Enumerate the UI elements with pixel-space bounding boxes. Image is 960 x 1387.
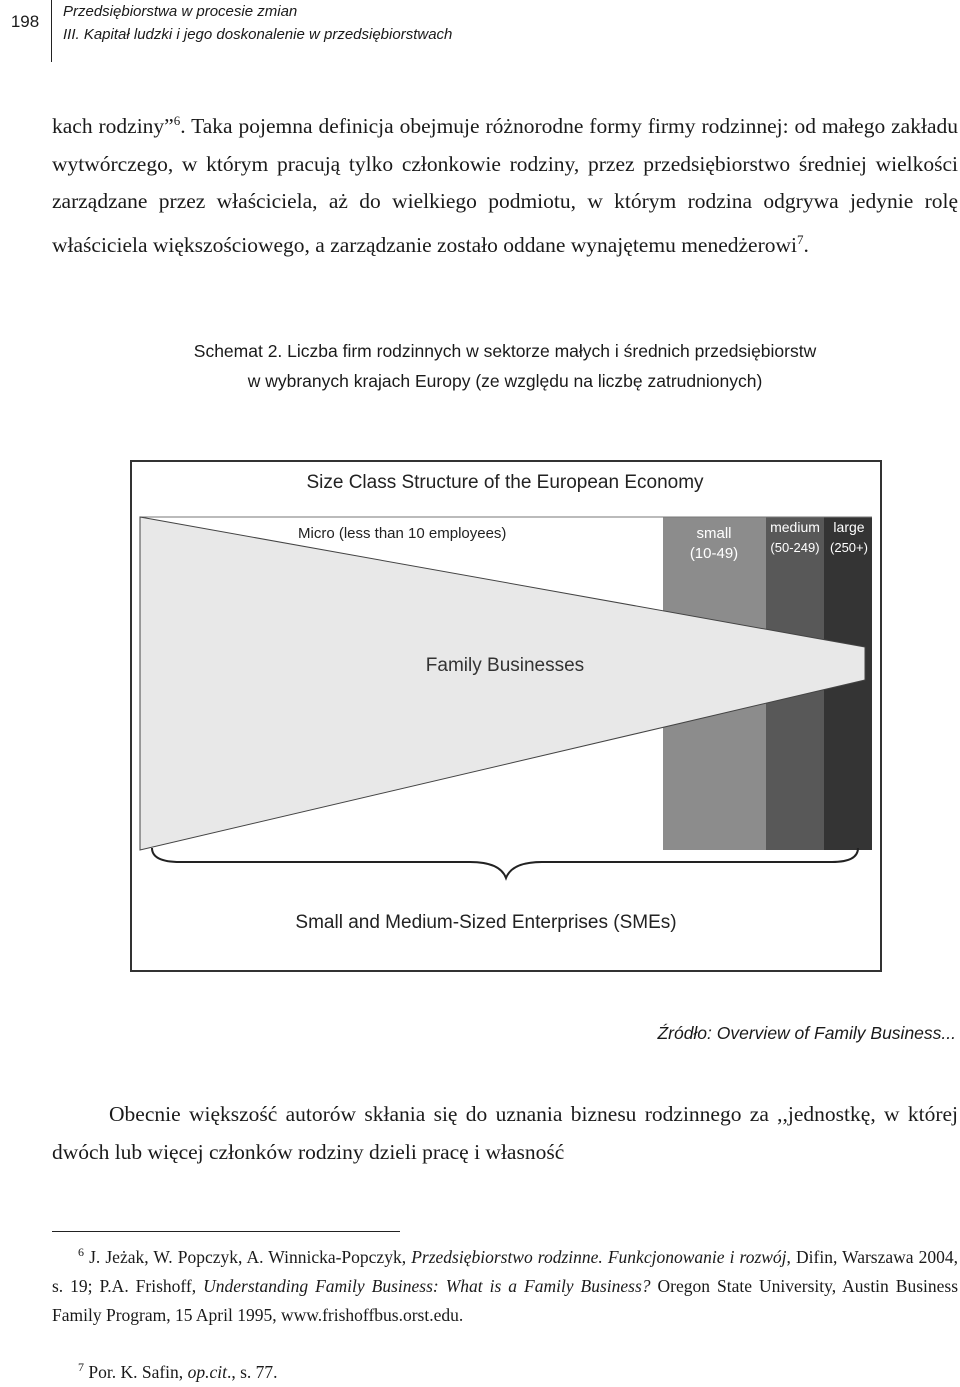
- page-number: 198: [10, 12, 40, 31]
- footnote-ref-7: 7: [797, 231, 804, 247]
- running-header-title: Przedsiębiorstwa w procesie zmian: [63, 3, 298, 20]
- large-range: (250+): [830, 540, 868, 555]
- family-businesses-label: Family Businesses: [425, 655, 585, 676]
- footnote-number: 6: [78, 1245, 84, 1259]
- small-range: (10-49): [689, 545, 739, 562]
- body-paragraph-2: [52, 1096, 958, 1171]
- paragraph-text: .: [803, 232, 809, 257]
- footnote-text: ., s. 77.: [226, 1361, 278, 1382]
- footnote-6: [52, 1238, 958, 1330]
- medium-range: (50-249): [770, 540, 820, 555]
- footnote-text: Oregon State University, Austin Business Family Program, 15 April 1995, www.frishoffbus.orst.edu.: [52, 1275, 959, 1325]
- footnote-title: Understanding Family Business: What is a Family Business?: [203, 1275, 651, 1296]
- paragraph-text: . Taka pojemna definicja obejmuje różnorodne formy firmy rodzinnej: od małego zakładu wytwórczego, w którym pracują tylko członkowie rodziny, przez przedsiębiorstwo średniej wielkości zarządzane przez właściciela, aż do wielkiego podmiotu, w którym rodzina odgrywa jedynie rolę właściciela większościowego, a zarządzanie zostało oddane wynajętemu menedżerowi: [52, 114, 958, 257]
- paragraph-text: Obecnie większość autorów skłania się do uznania biznesu rodzinnego za ,,jednostkę, w której dwóch lub więcej członków rodziny dzieli pracę i własność: [52, 1102, 958, 1164]
- footnote-7: [52, 1353, 958, 1387]
- figure-source: Źródło: Overview of Family Business...: [657, 1023, 956, 1043]
- footnote-title: Przedsiębiorstwo rodzinne. Funkcjonowanie i rozwój: [411, 1246, 787, 1267]
- micro-label: Micro (less than 10 employees): [298, 525, 507, 542]
- header-divider: [51, 0, 52, 62]
- figure-caption: [52, 336, 958, 396]
- size-class-diagram: [130, 460, 882, 972]
- footnote-text: J. Jeżak, W. Popczyk, A. Winnicka-Popczyk,: [89, 1246, 407, 1267]
- small-label: small: [696, 525, 732, 542]
- paragraph-text: kach rodziny”: [52, 114, 174, 139]
- footnote-ref-6: 6: [173, 113, 181, 128]
- running-header-chapter: III. Kapitał ludzki i jego doskonalenie w przedsiębiorstwach: [63, 26, 453, 43]
- medium-label: medium: [770, 519, 820, 535]
- footnote-text: Por. K. Safin,: [88, 1361, 184, 1382]
- large-label: large: [833, 519, 865, 535]
- caption-line-1: Schemat 2. Liczba firm rodzinnych w sektorze małych i średnich przedsiębiorstw: [193, 341, 817, 361]
- footnote-number: 7: [78, 1360, 84, 1374]
- figure-title: Size Class Structure of the European Economy: [306, 472, 704, 493]
- caption-line-2: w wybranych krajach Europy (ze względu na liczbę zatrudnionych): [247, 371, 763, 391]
- sme-label: Small and Medium-Sized Enterprises (SMEs): [295, 912, 677, 933]
- footnote-divider: [52, 1231, 400, 1232]
- body-paragraph-1: [52, 102, 958, 264]
- footnote-title: op.cit: [187, 1361, 227, 1382]
- footnote-text: , Difin, Warszawa 2004, s. 19; P.A. Frishoff,: [52, 1246, 959, 1296]
